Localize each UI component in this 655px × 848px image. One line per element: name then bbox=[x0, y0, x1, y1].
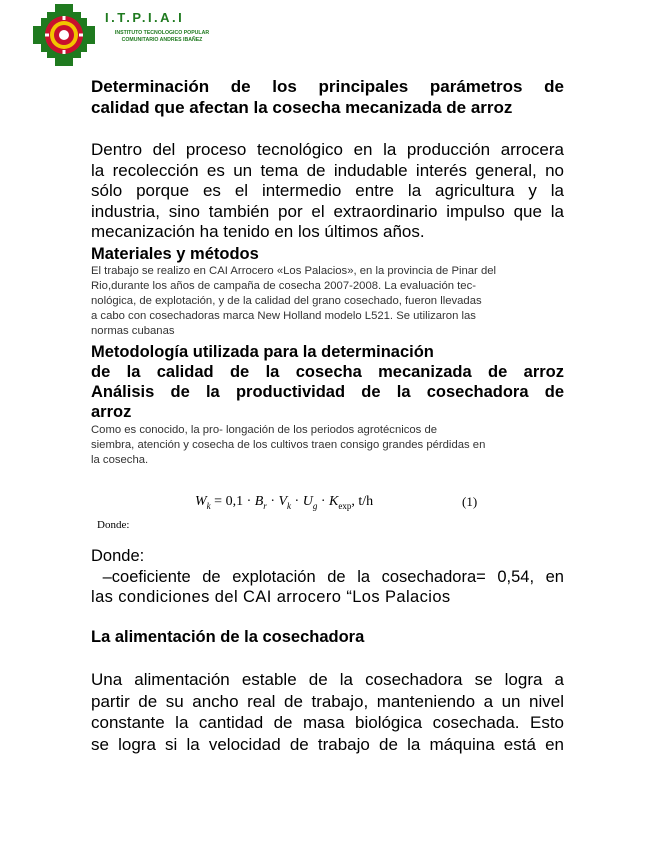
paragraph-line: Una alimentación estable de la cosechadora se logra a bbox=[91, 670, 564, 689]
methodology-paragraph bbox=[91, 423, 571, 468]
title-line: calidad que afectan la cosecha mecanizada de arroz bbox=[91, 98, 513, 117]
heading-line: arroz bbox=[91, 403, 132, 421]
paragraph-line: siembra, atención y cosecha de los cultivos traen consigo grandes pérdidas en bbox=[91, 439, 486, 451]
paragraph-line: se logra si la velocidad de trabajo de la máquina está en bbox=[91, 734, 564, 754]
cropped-donde-label bbox=[97, 521, 177, 528]
paragraph-line: sólo porque es el intermedio entre la agricultura y la bbox=[91, 181, 564, 201]
paragraph-line: constante la cantidad de masa biológica cosechada. Esto bbox=[91, 713, 564, 732]
formula-sub: k bbox=[206, 500, 211, 511]
heading-line: de la calidad de la cosecha mecanizada de arroz bbox=[91, 363, 564, 381]
formula-sub: k bbox=[287, 500, 292, 511]
paragraph-line: Rio,durante los años de campaña de cosecha 2007-2008. La evaluación tec- bbox=[91, 280, 476, 292]
heading-line: Análisis de la productividad de la cosechadora de bbox=[91, 383, 564, 401]
paragraph-line: la cosecha. bbox=[91, 454, 149, 466]
paragraph-line: Como es conocido, la pro- longación de los periodos agrotécnicos de bbox=[91, 424, 438, 436]
intro-paragraph bbox=[91, 140, 564, 243]
feeding-heading: La alimentación de la cosechadora bbox=[91, 628, 365, 646]
logo-emblem-icon bbox=[33, 4, 95, 66]
methodology-heading bbox=[91, 342, 564, 422]
materials-paragraph bbox=[91, 264, 571, 339]
equation-number: (1) bbox=[462, 494, 478, 509]
heading-line: Metodología utilizada para la determinación bbox=[91, 343, 434, 361]
brand-subtitle-line: INSTITUTO TECNOLOGICO POPULAR bbox=[114, 30, 210, 36]
formula-var: U bbox=[302, 494, 313, 509]
document-title bbox=[91, 76, 564, 118]
paragraph-line: partir de su ancho real de trabajo, manteniendo a un nivel bbox=[91, 691, 564, 711]
title-line: Determinación de los principales parámetros de bbox=[91, 77, 564, 96]
cropped-text: Donde: bbox=[97, 521, 130, 528]
formula-unit: , t/h bbox=[351, 494, 374, 509]
paragraph-line: las condiciones del CAI arrocero “Los Palacios bbox=[91, 588, 451, 606]
paragraph-line: El trabajo se realizo en CAI Arrocero «Los Palacios», en la provincia de Pinar del bbox=[91, 265, 497, 277]
materials-heading: Materiales y métodos bbox=[91, 245, 259, 263]
itpiai-logo bbox=[33, 4, 95, 66]
formula-var: K bbox=[329, 494, 339, 509]
paragraph-line: la recolección es un tema de indudable interés general, no bbox=[91, 160, 564, 180]
paragraph-line: Donde: bbox=[91, 547, 145, 565]
formula-op: = 0,1 · bbox=[210, 494, 255, 509]
formula-sub: r bbox=[263, 500, 267, 511]
formula-sub: exp bbox=[338, 500, 352, 511]
paragraph-line: Dentro del proceso tecnológico en la producción arrocera bbox=[91, 140, 564, 159]
feeding-paragraph bbox=[91, 669, 564, 755]
paragraph-line: nológica, de explotación, y de la calidad del grano cosechado, fueron llevadas bbox=[91, 295, 482, 307]
donde-paragraph bbox=[91, 546, 564, 608]
brand-subtitle bbox=[97, 30, 227, 44]
paragraph-line: –coeficiente de explotación de la cosechadora= 0,54, en bbox=[91, 567, 564, 586]
brand-subtitle-line: COMUNITARIO ANDRES IBAÑEZ bbox=[121, 37, 203, 43]
formula-var: V bbox=[278, 494, 288, 509]
paragraph-line: a cabo con cosechadoras marca New Holland modelo L521. Se utilizaron las bbox=[91, 310, 476, 322]
brand-title: I.T.P.I.A.I bbox=[105, 10, 185, 25]
paragraph-line: mecanización ha tenido en los últimos años. bbox=[91, 222, 425, 242]
paragraph-line: industria, sino también por el extraordinario impulso que la bbox=[91, 201, 564, 221]
formula-sub: g bbox=[312, 500, 318, 511]
productivity-formula: $W_k = 0,1 \cdot B_r \cdot V_k \cdot U_g \cdot K_{exp}$, t/h bbox=[195, 494, 374, 511]
formula-var: B bbox=[254, 494, 264, 509]
paragraph-line: normas cubanas bbox=[91, 325, 175, 337]
formula-var: W bbox=[195, 494, 207, 509]
